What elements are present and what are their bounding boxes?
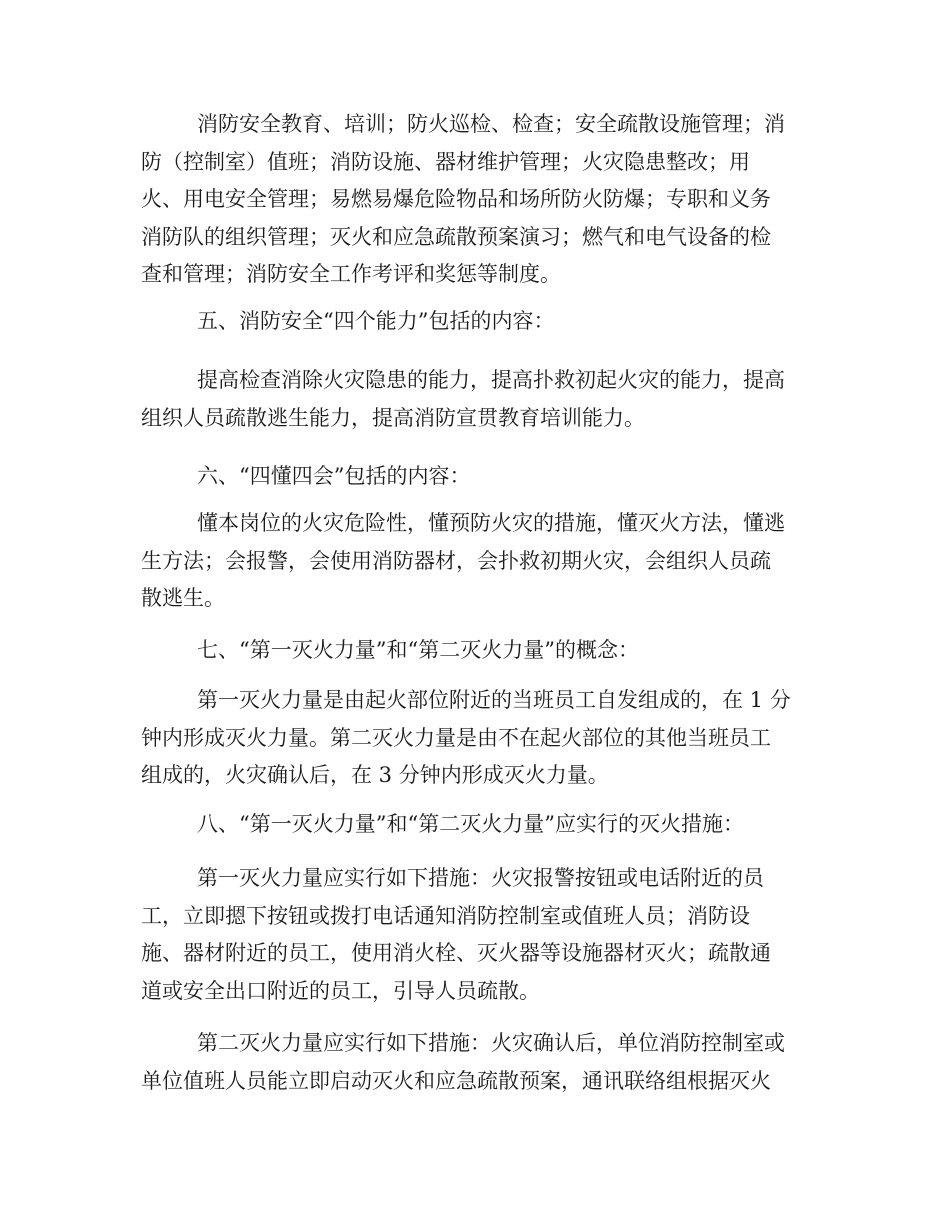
text-line: 提高检查消除火灾隐患的能力，提高扑救初起火灾的能力，提高 (197, 368, 785, 392)
text-line: 钟内形成灭火力量。第二灭火力量是由不在起火部位的其他当班员工 (141, 725, 771, 750)
text-line: 七、“第一灭火力量”和“第二灭火力量”的概念： (197, 638, 639, 662)
text-line: 防（控制室）值班；消防设施、器材维护管理；火灾隐患整改；用 (141, 149, 750, 174)
text-line: 生方法；会报警，会使用消防器材，会扑救初期火灾，会组织人员疏 (141, 548, 771, 573)
text-line: 工，立即摁下按钮或拨打电话通知消防控制室或值班人员；消防设 (141, 903, 750, 928)
text-line: 第一灭火力量应实行如下措施：火灾报警按钮或电话附近的员 (197, 866, 764, 890)
section-heading-six (141, 458, 809, 496)
text-line: 组织人员疏散逃生能力，提高消防宣贯教育培训能力。 (141, 405, 645, 430)
section-heading-eight (141, 806, 809, 844)
paragraph-force-concepts (141, 682, 809, 795)
text-line: 消防队的组织管理；灭火和应急疏散预案演习；燃气和电气设备的检 (141, 224, 771, 249)
paragraph-four-abilities (141, 362, 809, 437)
text-line: 第一灭火力量是由起火部位附近的当班员工自发组成的，在 1 分 (197, 688, 791, 712)
text-line: 单位值班人员能立即启动灭火和应急疏散预案，通讯联络组根据灭火 (141, 1068, 771, 1093)
text-line: 火、用电安全管理；易燃易爆危险物品和场所防火防爆；专职和义务 (141, 187, 771, 211)
text-line: 施、器材附近的员工，使用消火栓、灭火器等设施器材灭火；疏散通 (141, 941, 771, 965)
text-line: 八、“第一灭火力量”和“第二灭火力量”应实行的灭火措施： (197, 812, 744, 836)
text-line: 五、消防安全“四个能力”包括的内容： (197, 309, 555, 333)
paragraph-fire-safety-rules (141, 106, 809, 294)
text-line: 六、“四懂四会”包括的内容： (197, 464, 471, 488)
text-line: 散逃生。 (141, 586, 225, 610)
text-line: 组成的，火灾确认后，在 3 分钟内形成灭火力量。 (141, 763, 609, 787)
paragraph-second-force-measures (141, 1025, 809, 1100)
paragraph-first-force-measures (141, 860, 809, 1010)
text-line: 消防安全教育、培训；防火巡检、检查；安全疏散设施管理；消 (197, 112, 785, 136)
section-heading-seven (141, 632, 809, 670)
text-line: 查和管理；消防安全工作考评和奖惩等制度。 (141, 262, 561, 286)
text-line: 第二灭火力量应实行如下措施：火灾确认后，单位消防控制室或 (197, 1031, 785, 1055)
text-line: 道或安全出口附近的员工，引导人员疏散。 (141, 978, 540, 1003)
text-line: 懂本岗位的火灾危险性，懂预防火灾的措施，懂灭火方法，懂逃 (197, 511, 785, 535)
section-heading-five (141, 303, 809, 341)
paragraph-four-understand-four-can (141, 505, 809, 618)
